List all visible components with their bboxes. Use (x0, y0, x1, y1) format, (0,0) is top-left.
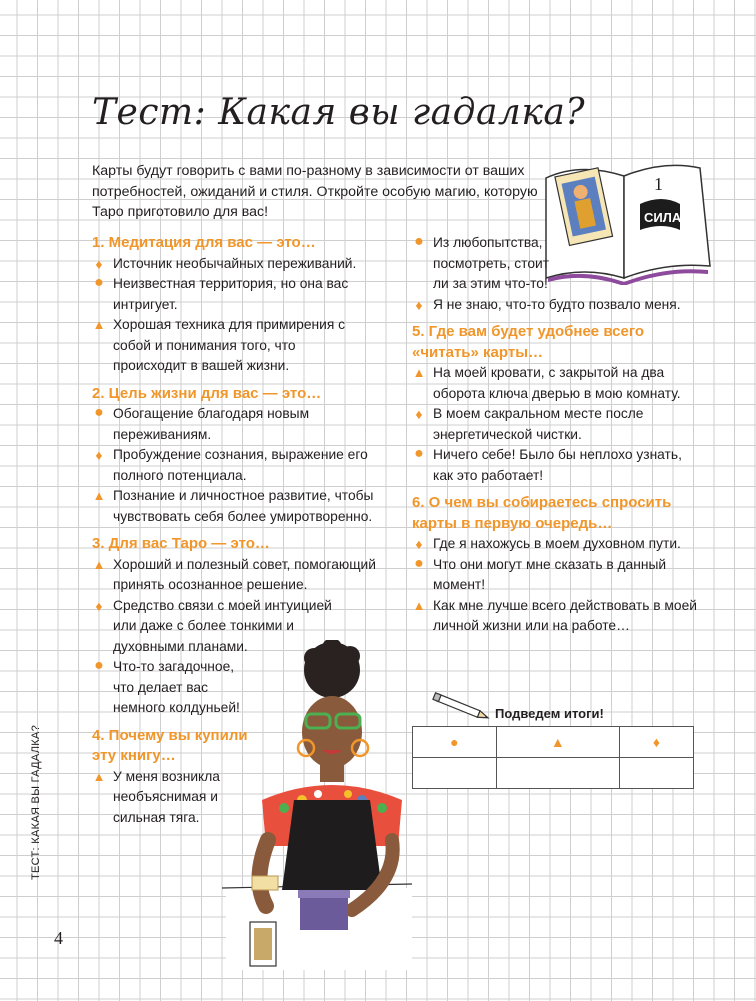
fortune-teller-illustration (222, 640, 412, 970)
page-title: Тест: Какая вы гадалка? (92, 92, 586, 133)
q3-option-triangle: ▲ Хороший и полезный совет, помогающий принять осознанное решение. (92, 556, 376, 592)
circle-icon: ● (94, 404, 104, 421)
summary-label: Подведем итоги! (495, 706, 604, 721)
q6-option-circle: ● Что они могут мне сказать в данный момент! (412, 555, 673, 596)
circle-icon: ● (414, 554, 424, 572)
circle-icon: ● (414, 233, 424, 250)
q5-option-circle: ● Ничего себе! Было бы неплохо узнать, как это работает! (412, 445, 703, 486)
book-card-number: 1 (654, 174, 663, 194)
diamond-icon: ♦ (95, 597, 103, 614)
summary-table (412, 726, 694, 789)
triangle-icon: ▲ (92, 488, 106, 503)
question-5-title: 5. Где вам будет удобнее всего «читать» карты… (412, 323, 645, 361)
diamond-icon: ♦ (415, 536, 423, 552)
question-1-title: 1. Медитация для вас — это… (92, 234, 316, 251)
q1-option-diamond: ♦ Источник необычайных переживаний. (92, 254, 392, 275)
summary-circle-header: ● (413, 727, 497, 758)
q1-option-triangle: ▲ Хорошая техника для примирения с собой и понимания того, что происходит в вашей жизни. (92, 317, 346, 373)
page-number: 4 (54, 928, 63, 948)
diamond-icon: ♦ (415, 406, 423, 422)
q4-option-circle: ● Из любопытства, посмотреть, стоит ли за этим что-то! (412, 233, 553, 295)
diamond-icon: ♦ (415, 296, 423, 313)
intro-text: Карты будут говорить с вами по-разному в зависимости от ваших потребностей, ожиданий и стиля. Откройте особую магию, которую Таро приготовило для вас! (92, 163, 538, 220)
triangle-icon: ▲ (412, 365, 426, 380)
sidebar-running-title: ТЕСТ: КАКАЯ ВЫ ГАДАЛКА? (30, 724, 42, 880)
q6-option-diamond: ♦ Где я нахожусь в моем духовном пути. (412, 534, 712, 555)
question-3-title: 3. Для вас Таро — это… (92, 535, 270, 552)
q1-option-circle: ● Неизвестная территория, но она вас интригует. (92, 274, 375, 315)
q5-option-triangle: ▲ На моей кровати, с закрытой на два оборота ключа дверью в мою комнату. (412, 365, 681, 401)
summary-triangle-header: ▲ (496, 727, 619, 758)
summary-diamond-count[interactable] (619, 758, 693, 789)
summary-diamond-header: ♦ (619, 727, 693, 758)
summary-triangle-count[interactable] (496, 758, 619, 789)
q3-option-diamond: ♦ Средство связи с моей интуицией или даже с более тонкими и духовными планами. (92, 596, 353, 658)
triangle-icon: ▲ (412, 597, 426, 613)
questions-right-column (412, 233, 712, 637)
diamond-icon: ♦ (95, 447, 103, 463)
book-card-label: СИЛА (644, 210, 682, 225)
triangle-icon: ▲ (92, 317, 106, 332)
question-4-title: 4. Почему вы купили эту книгу… (92, 726, 248, 764)
q5-option-diamond: ♦ В моем сакральном месте после энергетической чистки. (412, 404, 673, 445)
triangle-icon: ▲ (92, 556, 106, 572)
question-2-title: 2. Цель жизни для вас — это… (92, 384, 322, 402)
summary-circle-count[interactable] (413, 758, 497, 789)
circle-icon: ● (94, 657, 104, 674)
q2-option-circle: ● Обогащение благодаря новым переживаниям. (92, 404, 333, 445)
circle-icon: ● (414, 445, 424, 462)
question-6-title: 6. О чем вы собираетесь спросить карты в первую очередь… (412, 494, 672, 532)
q2-option-diamond: ♦ Пробуждение сознания, выражение его полного потенциала. (92, 445, 383, 486)
q3-option-circle: ● Что-то загадочное, что делает вас немного колдуньей! (92, 657, 253, 719)
q4-option-triangle: ▲ У меня возникла необъяснимая и сильная тяга. (92, 768, 220, 825)
circle-icon: ● (94, 274, 104, 291)
q4-option-diamond: ♦ Я не знаю, что-то будто позвало меня. (412, 295, 712, 316)
triangle-icon: ▲ (92, 768, 106, 784)
q6-option-triangle: ▲ Как мне лучше всего действовать в моей личной жизни или на работе… (412, 597, 697, 633)
pencil-icon (430, 692, 492, 722)
diamond-icon: ♦ (95, 255, 103, 272)
q2-option-triangle: ▲ Познание и личностное развитие, чтобы чувствовать себя более умиротворенно. (92, 488, 374, 524)
